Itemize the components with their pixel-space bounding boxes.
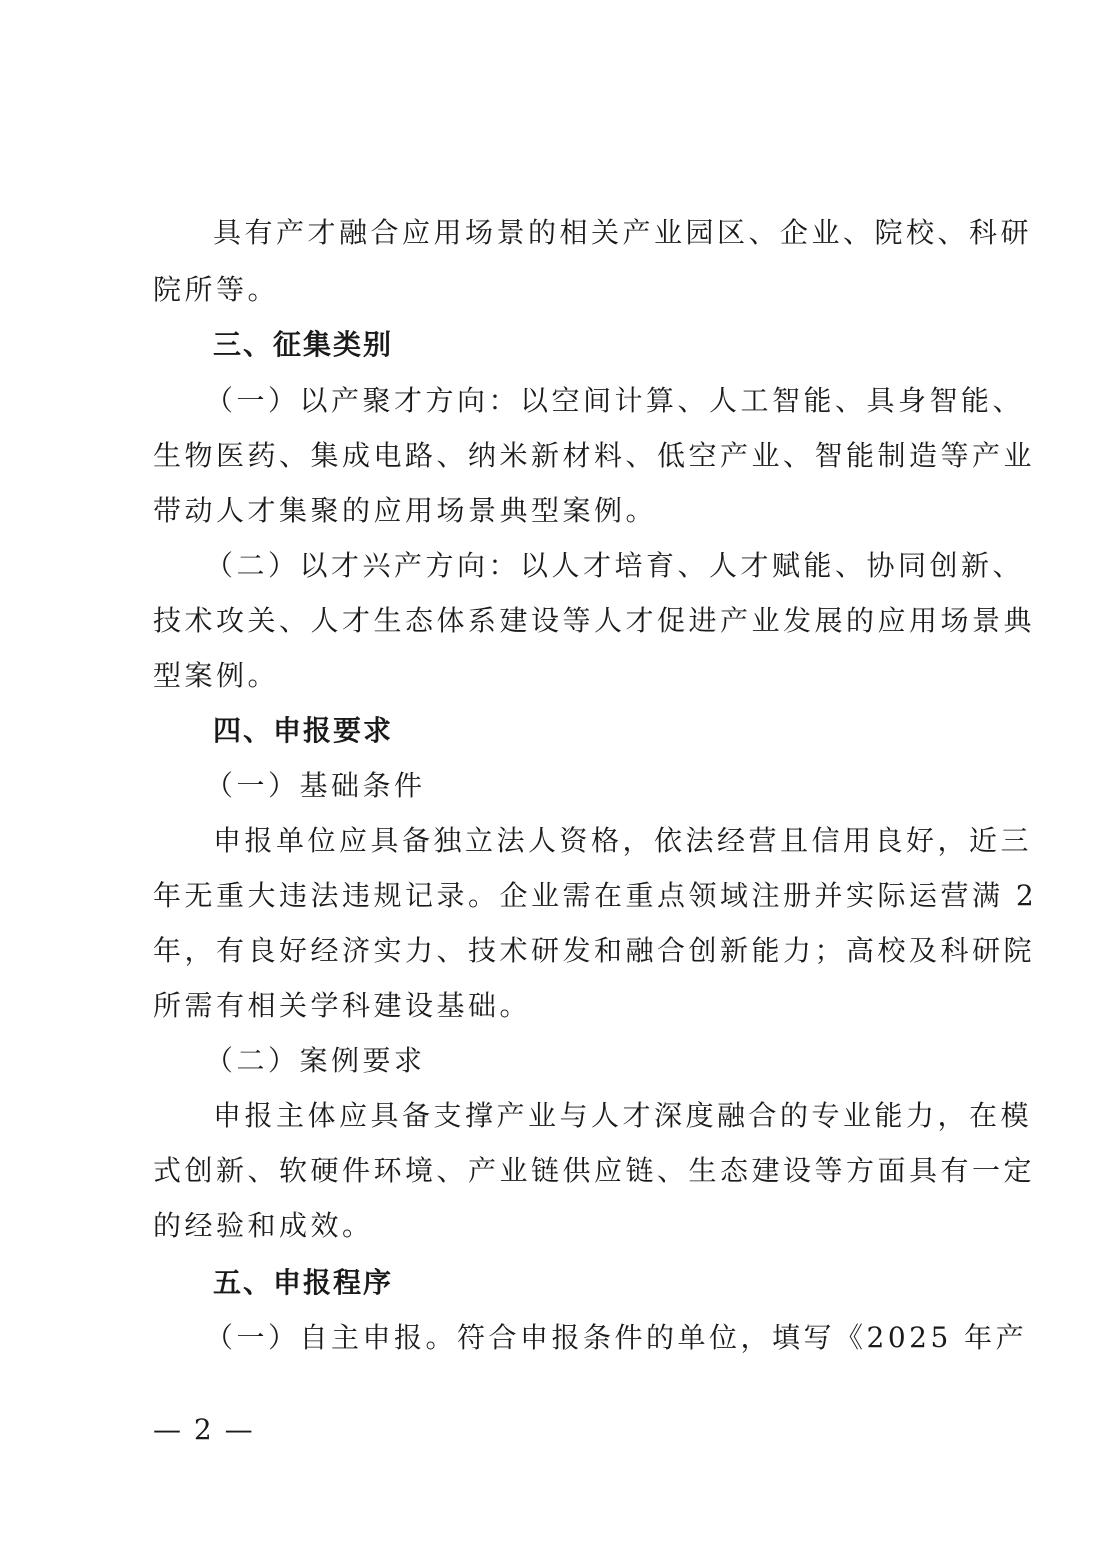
paragraph-line: （二）以才兴产方向：以人才培育、人才赋能、协同创新、 (205, 549, 1025, 582)
paragraph-line: 生物医药、集成电路、纳米新材料、低空产业、智能制造等产业 (153, 439, 1036, 472)
paragraph-line: 技术攻关、人才生态体系建设等人才促进产业发展的应用场景典 (153, 604, 1036, 637)
paragraph-line: （一）自主申报。符合申报条件的单位，填写《2025 年产 (205, 1321, 1028, 1354)
intro-text-line: 院所等。 (153, 273, 280, 306)
paragraph-line: 的经验和成效。 (153, 1209, 374, 1242)
paragraph-line: 型案例。 (153, 659, 280, 692)
paragraph-line: （一）以产聚才方向：以空间计算、人工智能、具身智能、 (205, 384, 1025, 417)
intro-text-line: 具有产才融合应用场景的相关产业园区、企业、院校、科研 (213, 216, 1033, 249)
page-number: — 2 — (153, 1413, 255, 1446)
section-heading-collection-categories: 三、征集类别 (213, 328, 394, 361)
paragraph-line: 所需有相关学科建设基础。 (153, 989, 532, 1022)
subheading-basic-conditions: （一）基础条件 (205, 769, 426, 802)
paragraph-line: 式创新、软硬件环境、产业链供应链、生态建设等方面具有一定 (153, 1154, 1036, 1187)
section-heading-application-procedure: 五、申报程序 (213, 1266, 394, 1299)
paragraph-line: 申报主体应具备支撑产业与人才深度融合的专业能力，在模 (213, 1099, 1033, 1132)
paragraph-line: 年无重大违法违规记录。企业需在重点领域注册并实际运营满 2 (153, 879, 1038, 912)
paragraph-line: 年，有良好经济实力、技术研发和融合创新能力；高校及科研院 (153, 934, 1036, 967)
paragraph-line: 带动人才集聚的应用场景典型案例。 (153, 494, 658, 527)
subheading-case-requirements: （二）案例要求 (205, 1044, 426, 1077)
section-heading-application-requirements: 四、申报要求 (213, 714, 394, 747)
paragraph-line: 申报单位应具备独立法人资格，依法经营且信用良好，近三 (213, 824, 1033, 857)
